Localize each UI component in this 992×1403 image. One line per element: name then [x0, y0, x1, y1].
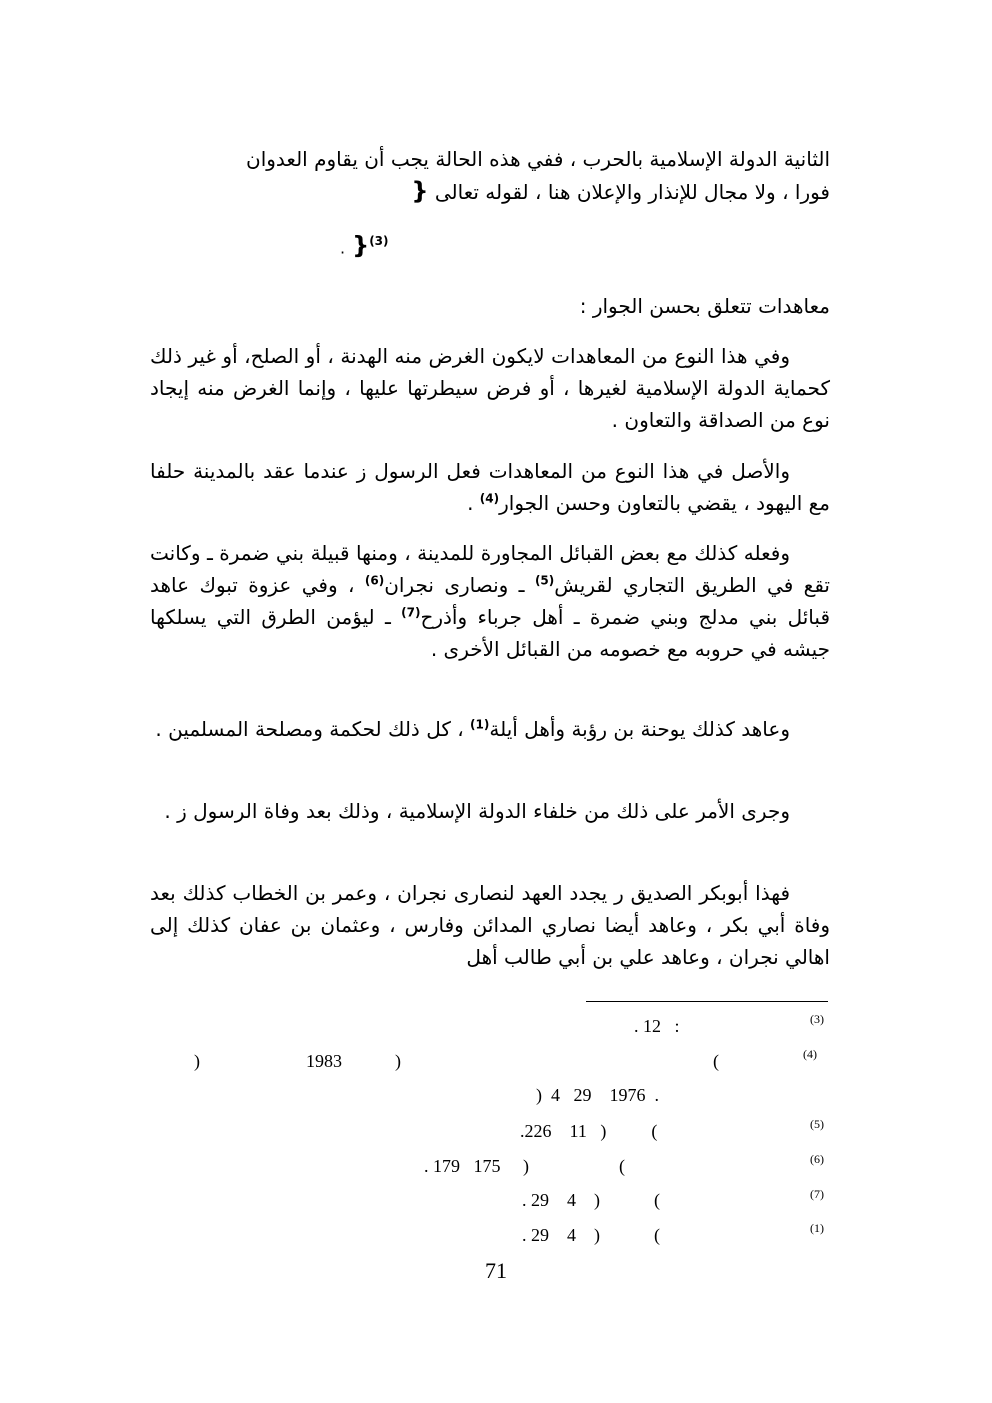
footnote-4-line-2: ) 4 29 1976 . — [536, 1085, 659, 1105]
paragraph-4-text-a: وعاهد كذلك يوحنة بن رؤبة وأهل أيلة — [489, 717, 790, 741]
paragraph-1: وفي هذا النوع من المعاهدات لايكون الغرض منه الهدنة ، أو الصلح، أو غير ذلك كحماية الدولة الإسلامية لغيرها ، أو فرض سيطرتها عليها ، وإنما الغرض منه إيجاد نوع من الصداقة والتعاون . — [150, 344, 830, 432]
verse-close-brace: } — [352, 231, 370, 260]
footnote-6-text: . 179 175 ) ( — [424, 1156, 625, 1176]
footnote-4-part-d: ( — [713, 1051, 719, 1071]
verse-close — [340, 226, 389, 263]
intro-line-1: الثانية الدولة الإسلامية بالحرب ، ففي هذه الحالة يجب أن يقاوم العدوان — [246, 147, 830, 171]
paragraph-2 — [150, 455, 830, 519]
footnote-5-text: .226 11 ) ( — [520, 1121, 658, 1141]
paragraph-2-text: والأصل في هذا النوع من المعاهدات فعل الرسول ز عندما عقد بالمدينة حلفا مع اليهود ، يقضي بالتعاون وحسن الجوار — [150, 459, 830, 515]
footnote-ref-7: (7) — [401, 605, 421, 620]
paragraph-3-text-a: وفعله كذلك مع بعض القبائل المجاورة للمدينة ، ومنها قبيلة بني ضمرة ـ وكانت تقع في الطريق التجاري لقريش — [150, 541, 831, 597]
footnote-4-part-b: 1983 — [306, 1051, 342, 1071]
verse-dot: . — [340, 238, 346, 258]
paragraph-6: فهذا أبوبكر الصديق ر يجدد العهد لنصارى نجران ، وعمر بن الخطاب كذلك بعد وفاة أبي بكر ، وعاهد أيضا نصاري المدائن وفارس ، وعثمان بن عفان كذلك إلى اهالي نجران ، وعاهد علي بن أبي طالب أهل — [150, 881, 830, 969]
paragraph-3-text-b: ـ ونصارى نجران — [384, 573, 535, 597]
footnote-7-text: . 29 4 ) ( — [522, 1190, 660, 1210]
footnote-1-text: . 29 4 ) ( — [522, 1225, 660, 1245]
footnote-4-part-c: ) — [395, 1051, 401, 1071]
paragraph-5: وجرى الأمر على ذلك من خلفاء الدولة الإسلامية ، وذلك بعد وفاة الرسول ز . — [164, 799, 790, 823]
footnote-number-7: (7) — [810, 1187, 824, 1201]
paragraph-3-text-d: ـ ليؤمن الطرق التي يسلكها جيشه في حروبه مع خصومه من القبائل الأخرى . — [150, 605, 830, 661]
footnote-ref-5: (5) — [534, 573, 555, 588]
footnote-4-part-a: ) — [194, 1051, 200, 1071]
footnote-number-5: (5) — [810, 1117, 824, 1131]
intro-line-2-text: فورا ، ولا مجال للإنذار والإعلان هنا ، لقوله تعالى — [434, 180, 830, 204]
footnote-ref-3: (3) — [369, 234, 389, 248]
footnote-number-3: (3) — [810, 1012, 824, 1026]
footnote-number-6: (6) — [810, 1152, 824, 1166]
paragraph-3-text-c: ، وفي عزوة تبوك عاهد قبائل بني مدلج وبني ضمرة ـ أهل جرباء وأذرح — [150, 573, 830, 629]
footnote-ref-1: (1) — [470, 717, 490, 732]
footnote-ref-6: (6) — [364, 573, 385, 588]
footnote-number-1: (1) — [810, 1221, 824, 1235]
intro-paragraph — [150, 143, 830, 208]
paragraph-3 — [150, 537, 830, 665]
intro-line-2 — [150, 175, 830, 208]
paragraph-2-end: . — [467, 491, 480, 515]
section-heading: معاهدات تتعلق بحسن الجوار : — [579, 294, 830, 318]
footnote-3-text: . 12 : — [634, 1016, 680, 1036]
footnote-ref-4: (4) — [479, 491, 500, 506]
page-number: 71 — [485, 1258, 507, 1283]
paragraph-4 — [150, 713, 830, 745]
verse-open-brace: { — [411, 177, 429, 205]
footnote-number-4: (4) — [803, 1047, 817, 1061]
paragraph-4-text-b: ، كل ذلك لحكمة ومصلحة المسلمين . — [155, 717, 471, 741]
footnote-separator — [586, 1001, 828, 1002]
